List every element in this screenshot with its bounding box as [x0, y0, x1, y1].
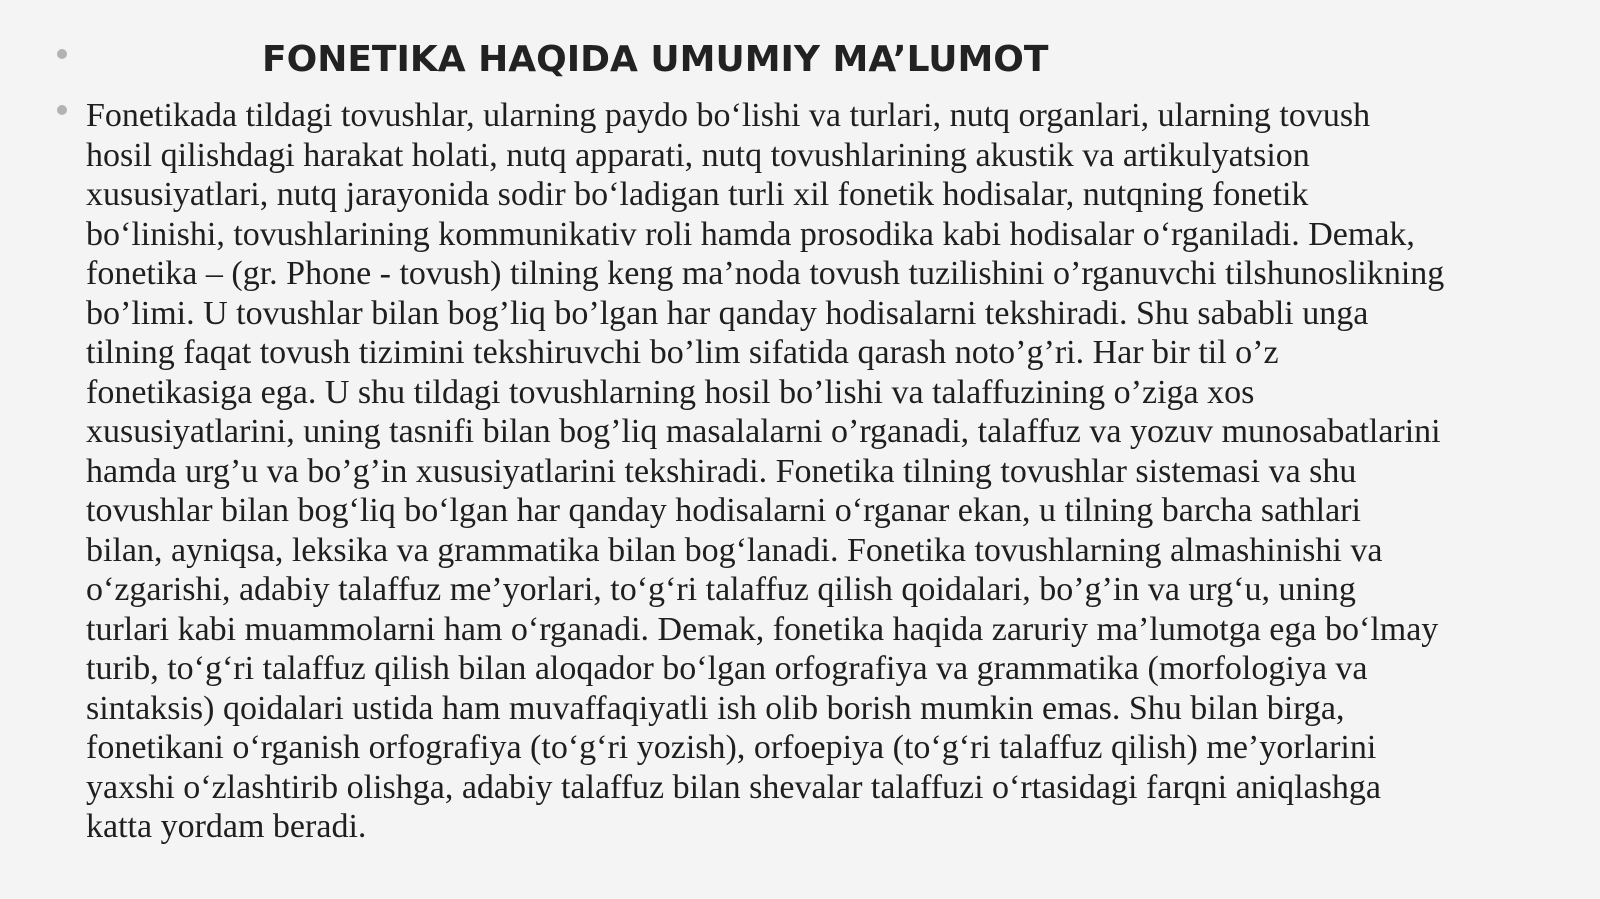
paragraph-line: tilning faqat tovush tizimini tekshiruvchi bo’lim sifatida qarash noto’g’ri. Har bir til o’z	[86, 334, 1279, 371]
body-bullet-icon	[57, 105, 67, 115]
paragraph-line: fonetikani o‘rganish orfografiya (to‘g‘ri yozish), orfoepiya (to‘g‘ri talaffuz qilish) me’yorlarini	[86, 729, 1377, 766]
paragraph-line: katta yordam beradi.	[86, 808, 367, 845]
paragraph-line: yaxshi o‘zlashtirib olishga, adabiy talaffuz bilan shevalar talaffuzi o‘rtasidagi farqni aniqlashga	[86, 768, 1382, 806]
slide-title: FONETIKA HAQIDA UMUMIY MA’LUMOT	[262, 39, 1049, 80]
paragraph-line: xususiyatlarini, uning tasnifi bilan bog’liq masalalarni o’rganadi, talaffuz va yozuv munosabatlarini	[86, 413, 1441, 450]
body-paragraph	[86, 96, 1600, 847]
paragraph-line: turib, to‘g‘ri talaffuz qilish bilan aloqador bo‘lgan orfografiya va grammatika (morfologiya va	[86, 650, 1368, 687]
paragraph-line: bilan, ayniqsa, leksika va grammatika bilan bog‘lanadi. Fonetika tovushlarning almashinishi va	[86, 531, 1383, 569]
paragraph-line: tovushlar bilan bog‘liq bo‘lgan har qanday hodisalarni o‘rganar ekan, u tilning barcha sathlari	[86, 492, 1361, 529]
paragraph-line: turlari kabi muammolarni ham o‘rganadi. Demak, fonetika haqida zaruriy ma’lumotga ega bo‘lmay	[86, 610, 1439, 648]
paragraph-line: bo’limi. U tovushlar bilan bog’liq bo’lgan har qanday hodisalarni tekshiradi. Shu sababli unga	[86, 294, 1369, 332]
paragraph-line: hosil qilishdagi harakat holati, nutq apparati, nutq tovushlarining akustik va artikulyatsion	[86, 136, 1310, 174]
paragraph-line: fonetika – (gr. Phone - tovush) tilning keng ma’noda tovush tuzilishini o’rganuvchi tilshunoslikning	[86, 255, 1445, 292]
title-bullet-icon	[57, 49, 67, 59]
paragraph-line: Fonetikada tildagi tovushlar, ularning paydo bo‘lishi va turlari, nutq organlari, ularning tovush	[86, 97, 1371, 134]
paragraph-line: xususiyatlari, nutq jarayonida sodir bo‘ladigan turli xil fonetik hodisalar, nutqning fonetik	[86, 176, 1309, 213]
paragraph-line: hamda urg’u va bo’g’in xususiyatlarini tekshiradi. Fonetika tilning tovushlar sistemasi va shu	[86, 452, 1357, 490]
paragraph-line: o‘zgarishi, adabiy talaffuz me’yorlari, to‘g‘ri talaffuz qilish qoidalari, bo’g’in va urg‘u, uning	[86, 571, 1356, 608]
paragraph-line: sintaksis) qoidalari ustida ham muvaffaqiyatli ish olib borish mumkin emas. Shu bilan birga,	[86, 689, 1345, 727]
paragraph-line: bo‘linishi, tovushlarining kommunikativ roli hamda prosodika kabi hodisalar o‘rganiladi. Demak,	[86, 215, 1415, 253]
paragraph-line: fonetikasiga ega. U shu tildagi tovushlarning hosil bo’lishi va talaffuzining o’ziga xos	[86, 373, 1255, 411]
